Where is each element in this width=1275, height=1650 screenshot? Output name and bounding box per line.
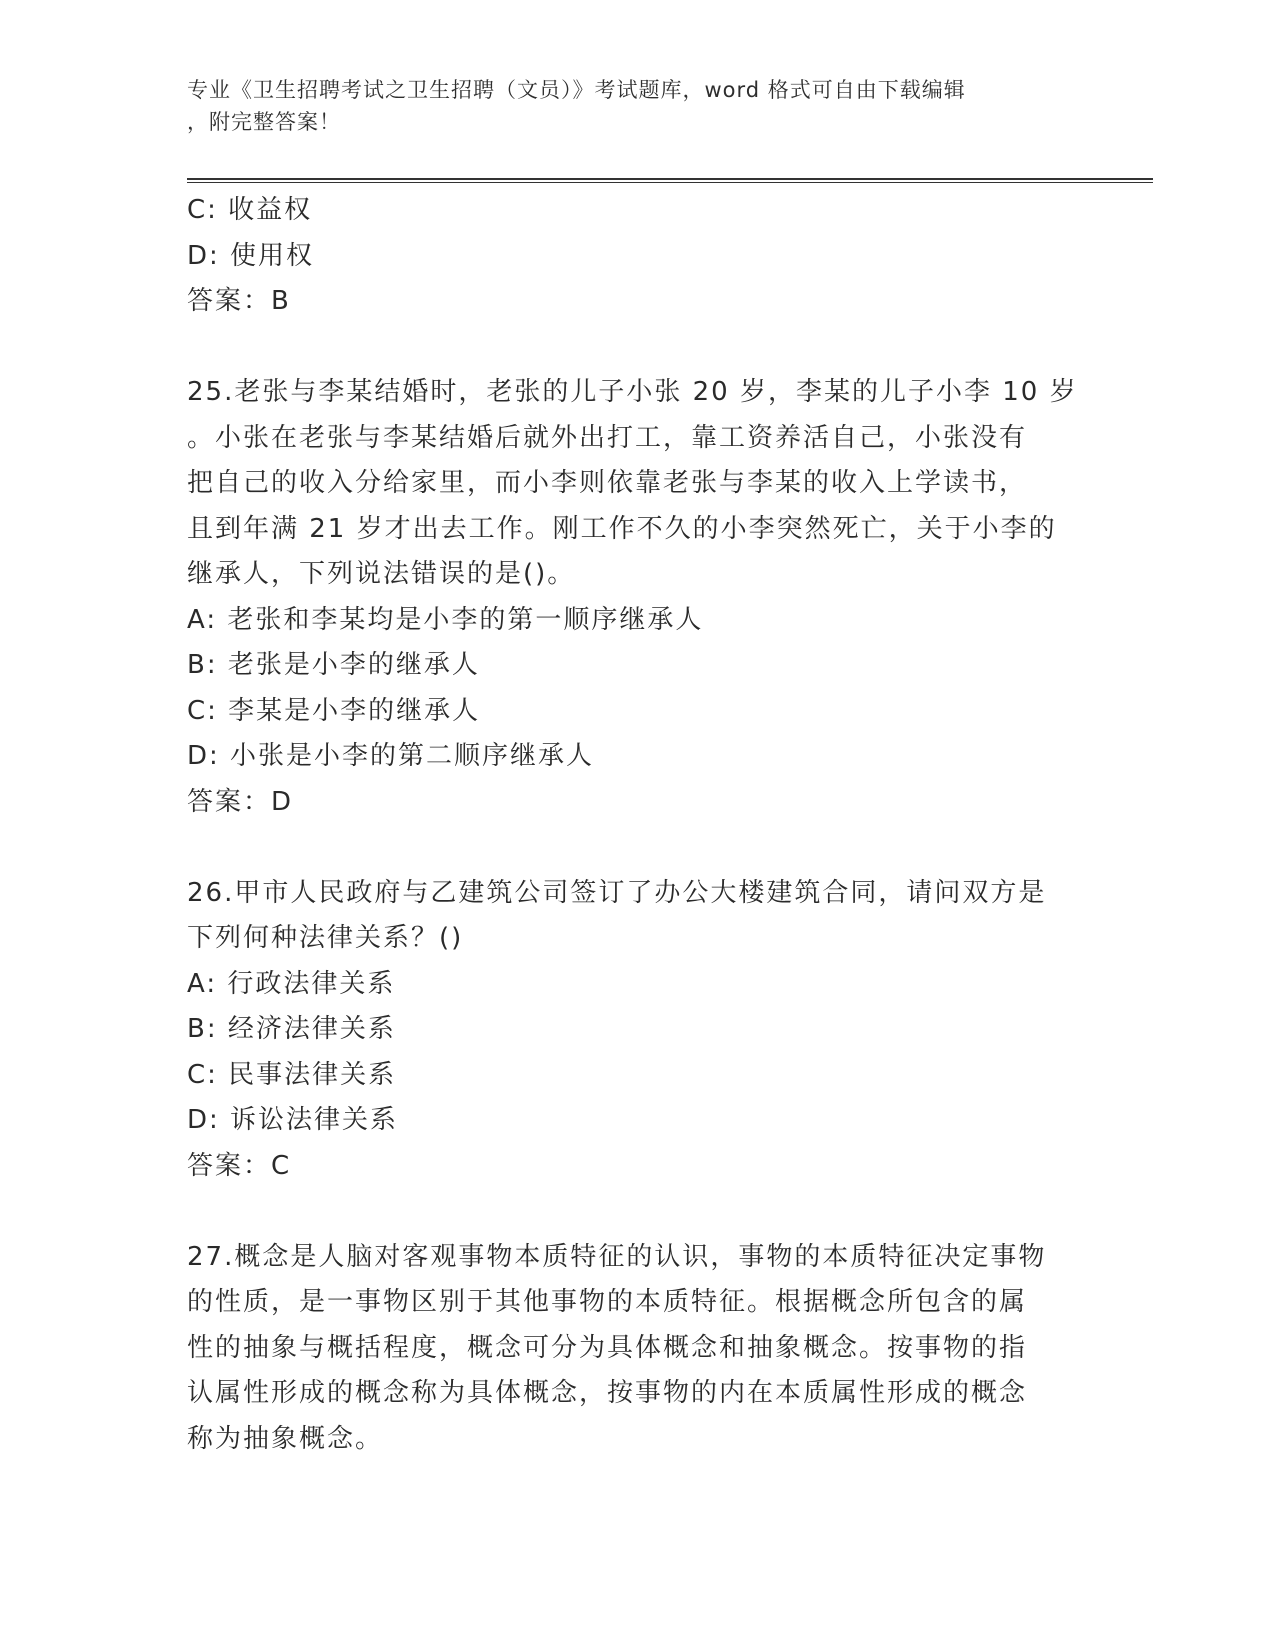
- question-text-line: 把自己的收入分给家里，而小李则依靠老张与李某的收入上学读书，: [187, 468, 1028, 498]
- spacer: [187, 825, 1087, 871]
- question-text-line: 27.概念是人脑对客观事物本质特征的认识，事物的本质特征决定事物: [187, 1241, 1047, 1272]
- option-a: A: 行政法律关系: [187, 968, 396, 999]
- option-d: D: 小张是小李的第二顺序继承人: [187, 741, 595, 771]
- option-c: C: 收益权: [187, 195, 313, 225]
- document-body: [187, 188, 1087, 1462]
- answer: 答案：B: [187, 286, 291, 316]
- spacer: [187, 325, 1087, 371]
- option-d: D: 诉讼法律关系: [187, 1105, 399, 1135]
- question-text-line: 称为抽象概念。: [187, 1423, 384, 1454]
- answer: 答案：D: [187, 786, 294, 817]
- question-text-line: 性的抽象与概括程度，概念可分为具体概念和抽象概念。按事物的指: [187, 1332, 1028, 1363]
- option-c: C: 民事法律关系: [187, 1059, 397, 1090]
- question-text-line: 继承人，下列说法错误的是()。: [187, 559, 576, 589]
- header-divider: [187, 178, 1153, 183]
- question-text-line: 26.甲市人民政府与乙建筑公司签订了办公大楼建筑合同，请问双方是: [187, 877, 1047, 908]
- option-c: C: 李某是小李的继承人: [187, 695, 481, 726]
- spacer: [187, 1189, 1087, 1235]
- question-25: [187, 370, 1087, 825]
- option-b: B: 老张是小李的继承人: [187, 650, 480, 680]
- page-header: [187, 74, 1087, 138]
- option-d: D: 使用权: [187, 240, 315, 271]
- header-line-1: 专业《卫生招聘考试之卫生招聘（文员）》考试题库，word 格式可自由下载编辑: [187, 78, 966, 102]
- question-text-line: 下列何种法律关系？(): [187, 923, 464, 953]
- question-text-line: 认属性形成的概念称为具体概念，按事物的内在本质属性形成的概念: [187, 1378, 1028, 1408]
- answer: 答案：C: [187, 1150, 292, 1181]
- question-text-line: 且到年满 21 岁才出去工作。刚工作不久的小李突然死亡，关于小李的: [187, 513, 1057, 544]
- question-27: [187, 1235, 1087, 1463]
- option-b: B: 经济法律关系: [187, 1014, 396, 1044]
- header-line-2: ，附完整答案！: [187, 110, 341, 134]
- question-text-line: 。小张在老张与李某结婚后就外出打工，靠工资养活自己，小张没有: [187, 422, 1028, 453]
- question-26: [187, 871, 1087, 1190]
- question-text-line: 25.老张与李某结婚时，老张的儿子小张 20 岁，李某的儿子小李 10 岁: [187, 377, 1078, 407]
- question-text-line: 的性质，是一事物区别于其他事物的本质特征。根据概念所包含的属: [187, 1287, 1028, 1317]
- option-a: A: 老张和李某均是小李的第一顺序继承人: [187, 604, 704, 635]
